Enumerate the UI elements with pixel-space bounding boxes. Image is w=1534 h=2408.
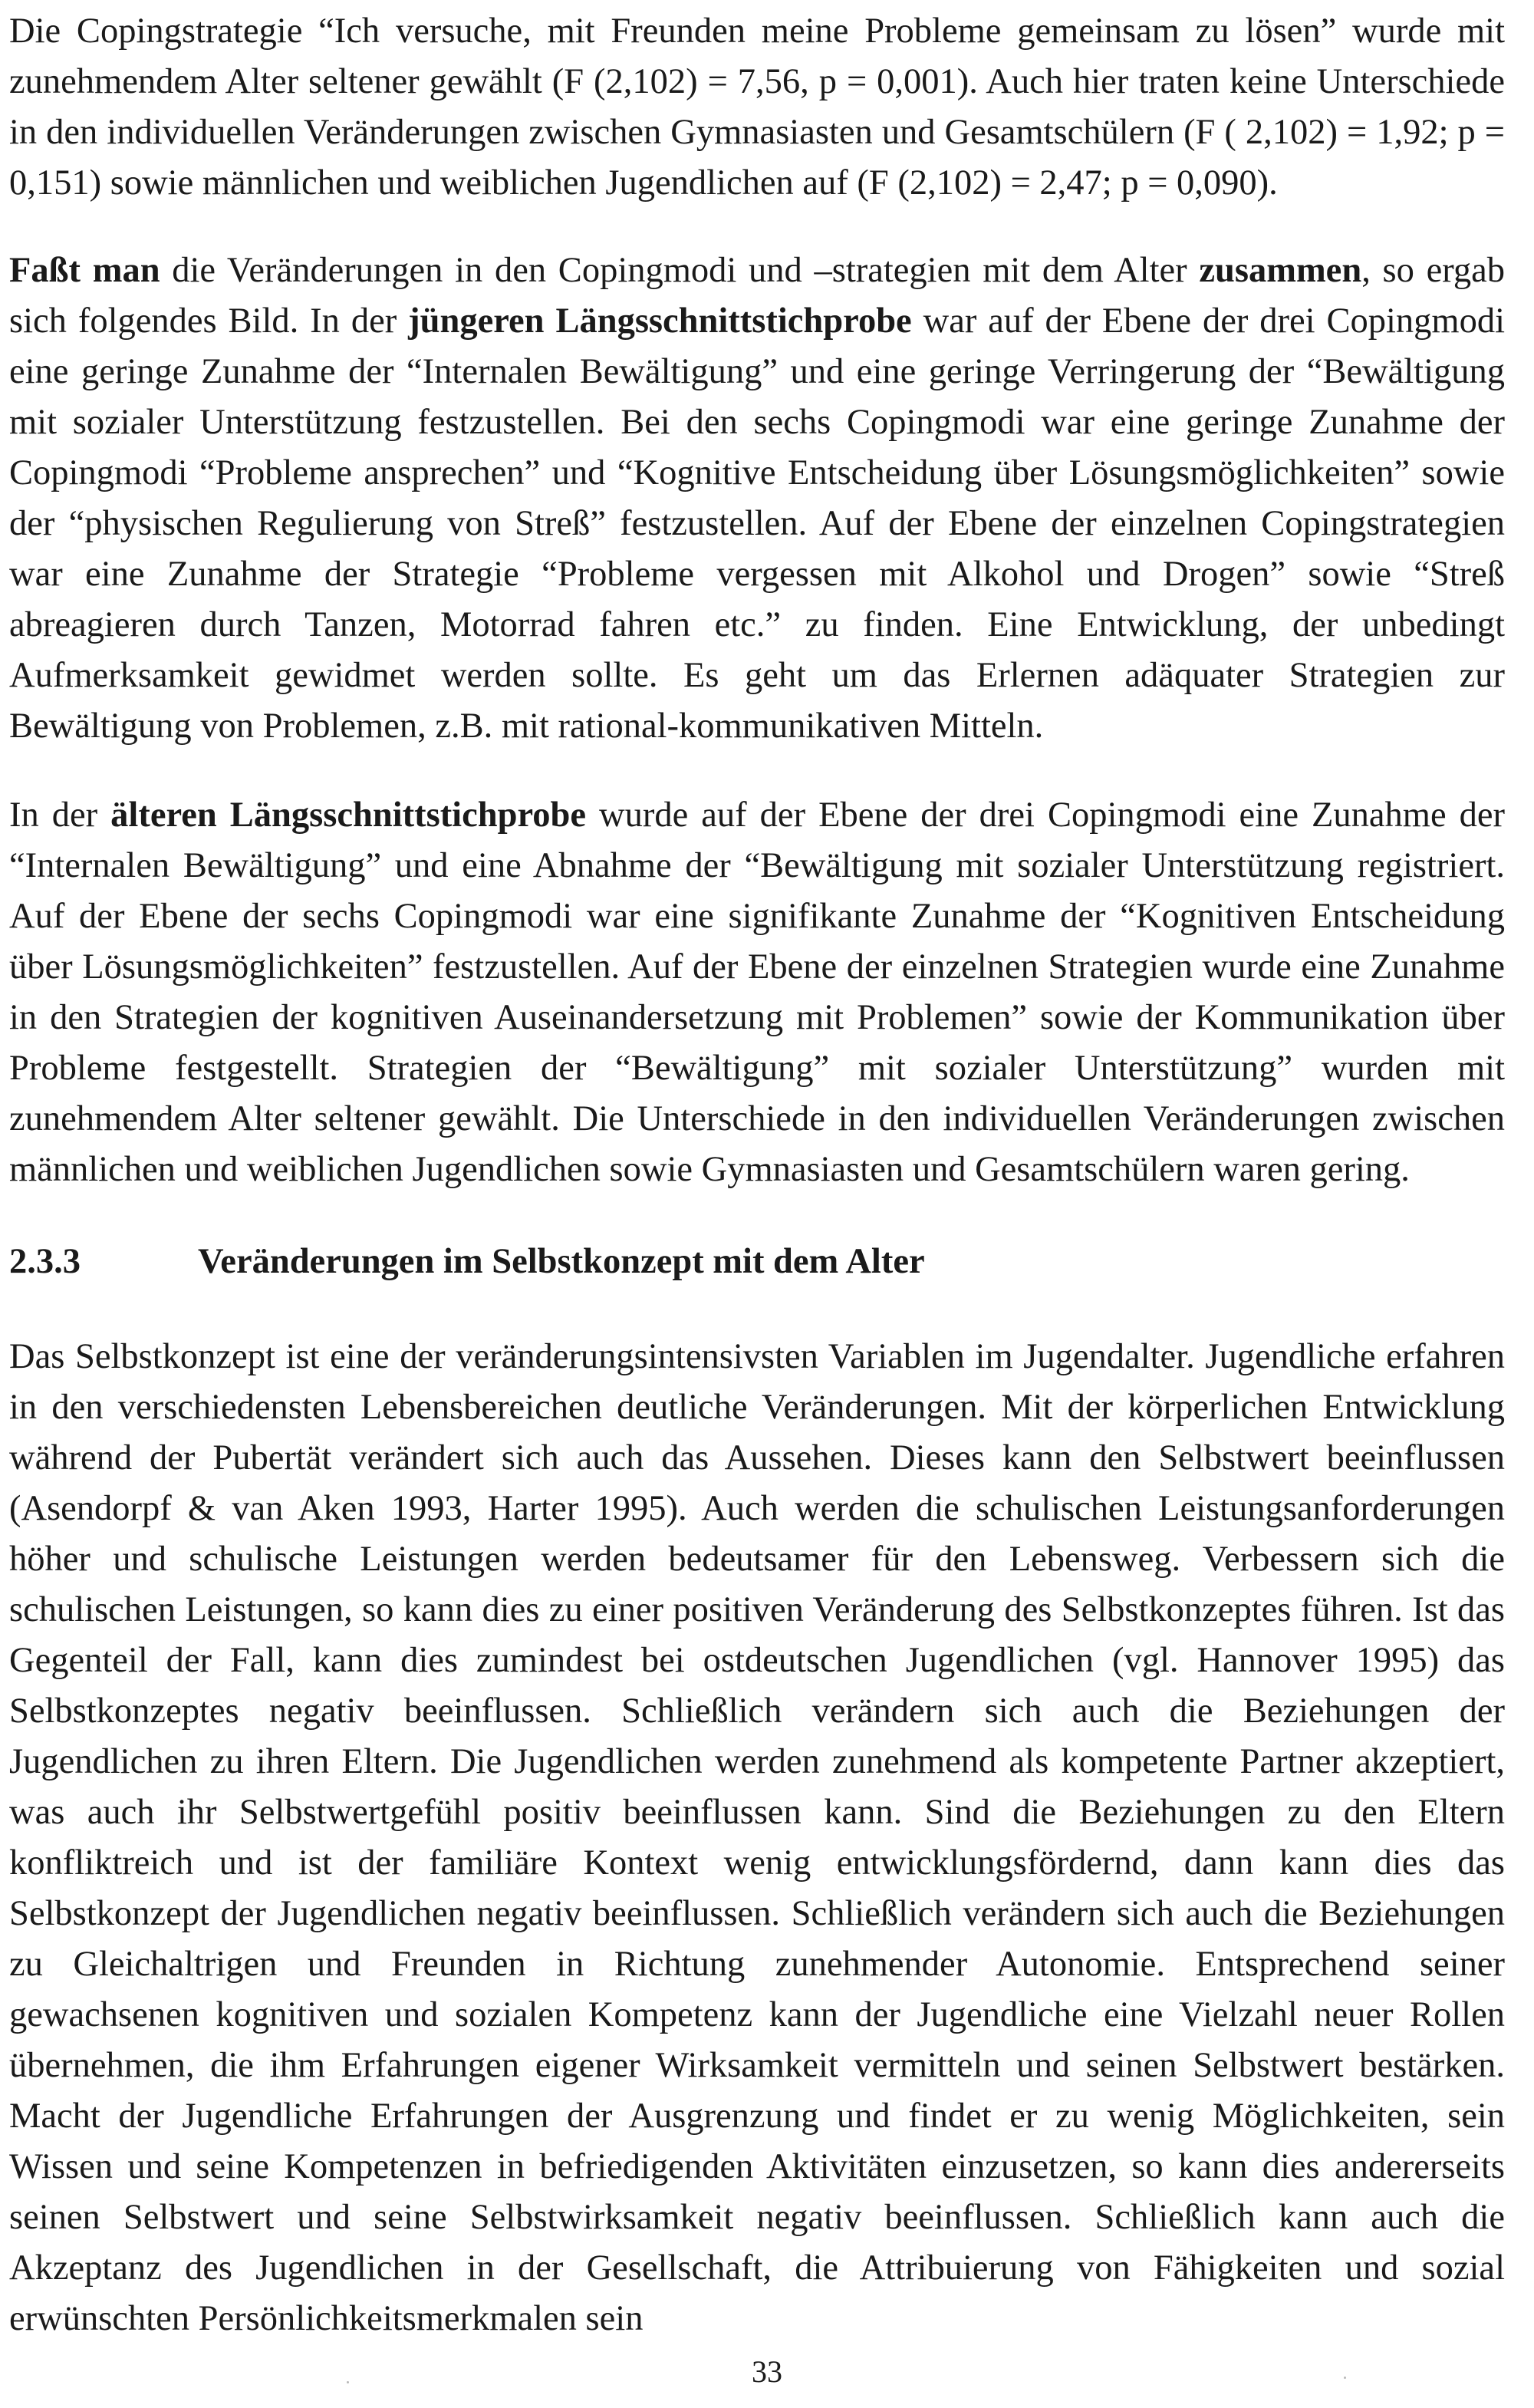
section-number: 2.3.3 (9, 1242, 81, 1281)
page-number: 33 (752, 2354, 782, 2389)
scan-speck (1344, 2377, 1346, 2379)
bold-text-run: älteren Längsschnittstichprobe (110, 796, 587, 835)
section-heading (9, 1237, 1505, 1287)
paragraph-spacer (9, 752, 1505, 790)
text-run: Die Copingstrategie “Ich versuche, mit Freunden meine Probleme gemeinsam zu lösen” wurde mit zunehmendem Alter seltener gewählt (F (2,102) = 7,56, p = 0,001). Auch hier traten keine Unterschiede in den individuellen Veränderungen zwischen Gymnasiasten und Gesamtschülern (F ( 2,102) = 1,92; p = 0,151) sowie männlichen und weiblichen Jugendlichen auf (F (2,102) = 2,47; p = 0,090). (9, 12, 1505, 203)
paragraph-spacer (9, 1287, 1505, 1332)
text-run: In der (9, 796, 111, 835)
text-run: , so ergab sich folgendes Bild. In der (9, 251, 1505, 341)
section-title: Veränderungen im Selbstkonzept mit dem Alter (198, 1242, 925, 1281)
paragraph-spacer (9, 1195, 1505, 1237)
paragraph-spacer (9, 209, 1505, 245)
document-page (9, 6, 1505, 2344)
text-run: Das Selbstkonzept ist eine der veränderungsintensivsten Variablen im Jugendalter. Jugendliche erfahren in den verschiedensten Lebensbereichen deutliche Veränderungen. Mit der körperlichen Entwicklung während der Pubertät verändert sich auch das Aussehen. Dieses kann den Selbstwert beeinflussen (Asendorpf & van Aken 1993, Harter 1995). Auch werden die schulischen Leistungsanforderungen höher und schulische Leistungen werden bedeutsamer für den Lebensweg. Verbessern sich die schulischen Leistungen, so kann dies zu einer positiven Veränderung des Selbstkonzeptes führen. Ist das Gegenteil der Fall, kann dies zumindest bei ostdeutschen Jugendlichen (vgl. Hannover 1995) das Selbstkonzeptes negativ beeinflussen. Schließlich verändern sich auch die Beziehungen der Jugendlichen zu ihren Eltern. Die Jugendlichen werden zunehmend als kompetente Partner akzeptiert, was auch ihr Selbstwertgefühl positiv beeinflussen kann. Sind die Beziehungen zu den Eltern konfliktreich und ist der familiäre Kontext wenig entwicklungsfördernd, dann kann dies das Selbstkonzept der Jugendlichen negativ beeinflussen. Schließlich verändern sich auch die Beziehungen zu Gleichaltrigen und Freunden in Richtung zunehmender Autonomie. Entsprechend seiner gewachsenen kognitiven und sozialen Kompetenz kann der Jugendliche eine Vielzahl neuer Rollen übernehmen, die ihm Erfahrungen eigener Wirksamkeit vermitteln und seinen Selbstwert bestärken. Macht der Jugendliche Erfahrungen der Ausgrenzung und findet er zu wenig Möglichkeiten, sein Wissen und seine Kompetenzen in befriedigenden Aktivitäten einzusetzen, so kann dies andererseits seinen Selbstwert und seine Selbstwirksamkeit negativ beeinflussen. Schließlich kann auch die Akzeptanz des Jugendlichen in der Gesellschaft, die Attribuierung von Fähigkeiten und sozial erwünschten Persönlichkeitsmerkmalen sein (9, 1337, 1505, 2338)
text-run: wurde auf der Ebene der drei Copingmodi eine Zunahme der “Internalen Bewältigung” und eine Abnahme der “Bewältigung mit sozialer Unterstützung registriert. Auf der Ebene der sechs Copingmodi war eine signifikante Zunahme der “Kognitiven Entscheidung über Lösungsmöglichkeiten” festzustellen. Auf der Ebene der einzelnen Strategien wurde eine Zunahme in den Strategien der kognitiven Auseinandersetzung mit Problemen” sowie der Kommunikation über Probleme festgestellt. Strategien der “Bewältigung” mit sozialer Unterstützung” wurden mit zunehmendem Alter seltener gewählt. Die Unterschiede in den individuellen Veränderungen zwischen männlichen und weiblichen Jugendlichen sowie Gymnasiasten und Gesamtschülern waren gering. (9, 796, 1506, 1189)
text-run: die Veränderungen in den Copingmodi und –strategien mit dem Alter (160, 251, 1200, 290)
bold-text-run: zusammen (1199, 251, 1362, 290)
text-run: war auf der Ebene der drei Copingmodi eine geringe Zunahme der “Internalen Bewältigung” und eine geringe Verringerung der “Bewältigung mit sozialer Unterstützung festzustellen. Bei den sechs Copingmodi war eine geringe Zunahme der Copingmodi “Probleme ansprechen” und “Kognitive Entscheidung über Lösungsmöglichkeiten” sowie der “physischen Regulierung von Streß” festzustellen. Auf der Ebene der einzelnen Copingstrategien war eine Zunahme der Strategie “Probleme vergessen mit Alkohol und Drogen” sowie “Streß abreagieren durch Tanzen, Motorrad fahren etc.” zu finden. Eine Entwicklung, der unbedingt Aufmerksamkeit gewidmet werden sollte. Es geht um das Erlernen adäquater Strategien zur Bewältigung von Problemen, z.B. mit rational-kommunikativen Mitteln. (9, 301, 1505, 746)
paragraph-summary-older-sample (9, 790, 1505, 1195)
paragraph-self-concept (9, 1332, 1505, 2344)
paragraph-summary-younger-sample (9, 245, 1505, 752)
bold-text-run: Faßt man (9, 251, 160, 290)
paragraph-coping-friends-result (9, 6, 1505, 209)
scan-speck (347, 2381, 349, 2383)
bold-text-run: jüngeren Längsschnittstichprobe (408, 301, 912, 341)
